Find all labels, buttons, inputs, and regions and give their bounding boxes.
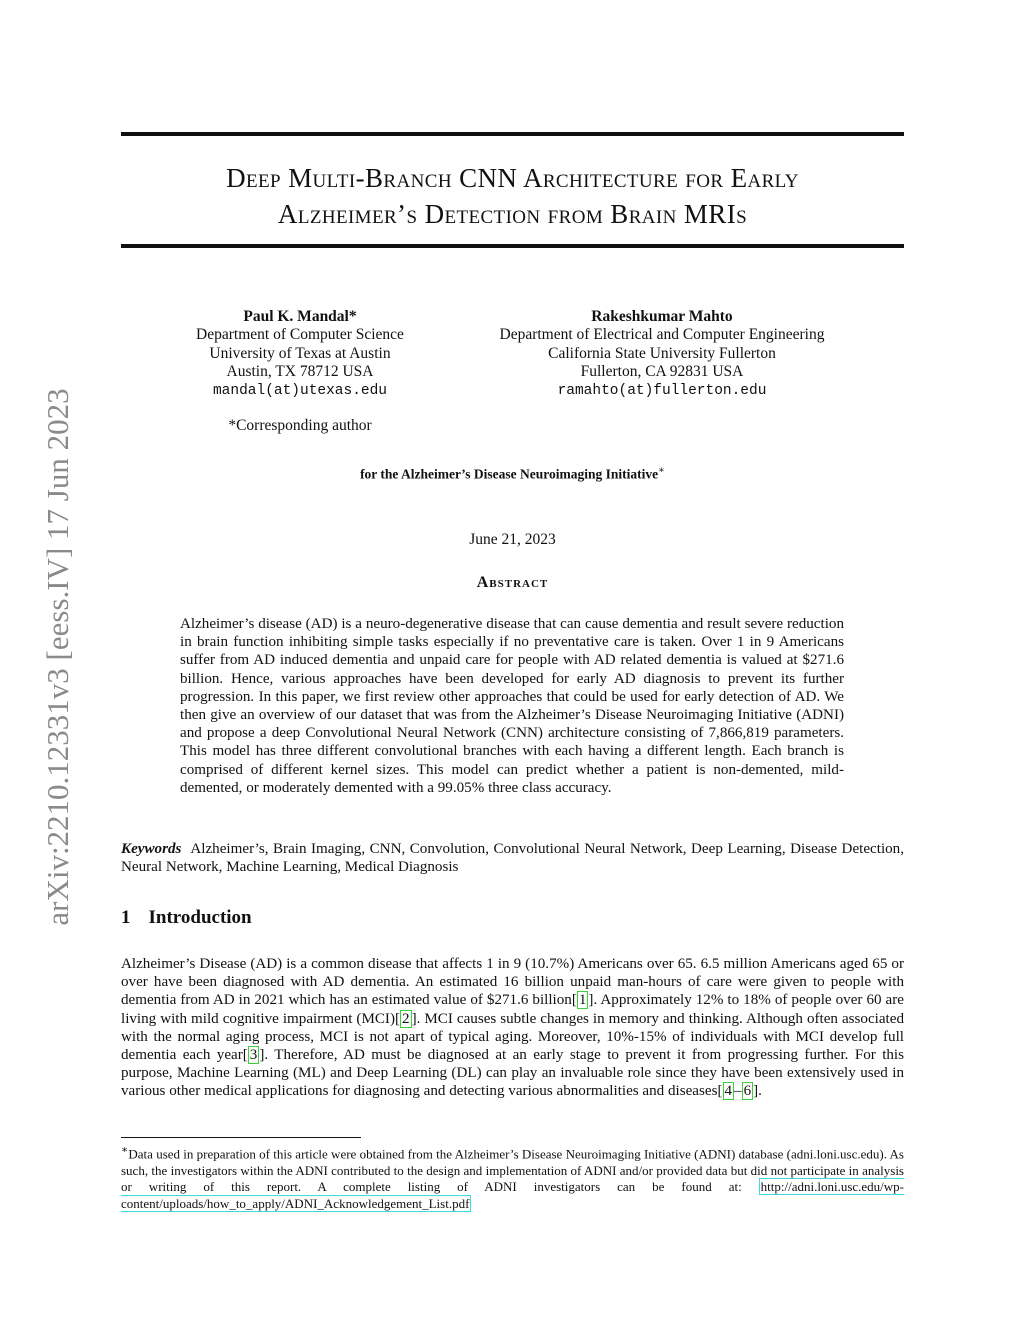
keywords-list: Alzheimer’s, Brain Imaging, CNN, Convolution, Convolutional Neural Network, Deep Learning, Disease Detection, Neural Network, Machine Learning, Medical Diagnosis [121,841,904,876]
author-department: Department of Electrical and Computer Engineering [499,326,825,344]
author-block-2 [462,308,862,400]
abstract-body: Alzheimer’s disease (AD) is a neuro-degenerative disease that can cause dementia and result severe reduction in brain function inhibiting simple tasks especially if no preventative care is taken. Over 1 in 9 Americans suffer from AD induced dementia and unpaid care for people with AD related dementia is valued at $271.6 billion. Hence, various approaches have been developed for early AD diagnosis to prevent its further progression. In this paper, we first review other approaches that could be used for early detection of AD. We then give an overview of our dataset that was from the Alzheimer’s Disease Neuroimaging Initiative (ADNI) and propose a deep Convolutional Neural Network (CNN) architecture consisting of 7,866,819 parameters. This model has three different convolutional branches with each having a different length. Each branch is comprised of different kernel sizes. This model can predict whether a patient is non-demented, mild-demented, or moderately demented with a 99.05% three class accuracy. [180,616,844,796]
intro-text: . Approximately 12% to 18% of people over 60 are living with mild cognitive impairment (MCI) [121,992,904,1027]
citation-link[interactable]: 2 [402,1010,410,1027]
author-name: Paul K. Mandal* [243,308,357,325]
paper-date: June 21, 2023 [469,531,556,548]
author-university: California State University Fullerton [548,344,776,362]
section-title: Introduction [148,907,252,928]
adni-affiliation [121,465,904,483]
footnote-text: Data used in preparation of this article were obtained from the Alzheimer’s Disease Neuroimaging Initiative (ADNI) database (adni.loni.usc.edu). As such, the investigators within the ADNI contributed to the design and implementation of ADNI and/or provided data but did not participate in analysis or writing of this report. A complete listing of ADNI investigators can be found at: [121,1146,904,1195]
title-top-rule [121,132,904,136]
footnote-rule [121,1137,361,1138]
title-bottom-rule [121,244,904,248]
arxiv-sidebar-id: arXiv:2210.12331v3 [eess.IV] 17 Jun 2023 [40,388,75,926]
citation-link[interactable]: 4 [724,1083,733,1100]
intro-text: Alzheimer’s Disease (AD) is a common disease that affects 1 in 9 (10.7%) Americans over 65. 6.5 million Americans aged 65 or over have been diagnosed with AD dementia. An estimated 16 billion unpaid man-hours of care were given to people with dementia from AD in 2021 which has an estimated value of $271.6 billion [121,956,904,1009]
section-heading [121,907,252,929]
author-university: University of Texas at Austin [209,344,391,362]
intro-text: . [758,1083,762,1100]
intro-text: . Therefore, AD must be diagnosed at an early stage to prevent it from progressing further. For this purpose, Machine Learning (ML) and Deep Learning (DL) can play an invaluable role since they have been extensively used in various other medical applications for diagnosing and detecting various abnormalities and diseases [121,1047,905,1100]
adni-text: for the Alzheimer’s Disease Neuroimaging Initiative [360,466,659,482]
footnote [121,1142,904,1212]
footnote-marker[interactable]: ∗ [658,465,665,476]
citation-range-dash: – [734,1083,742,1100]
citation-link[interactable]: 3 [249,1047,258,1064]
author-name: Rakeshkumar Mahto [591,308,733,325]
keywords-label: Keywords [121,841,182,857]
corresponding-author-note: *Corresponding author [228,417,372,434]
footnote-url-link[interactable]: http://adni.loni.usc.edu/wp-content/uploads/how_to_apply/ADNI_Acknowledgement_List.pdf [121,1179,904,1211]
author-email: mandal(at)utexas.edu [212,382,388,399]
footnote-mark: ∗ [121,1144,129,1156]
title-line-2: Alzheimer’s Detection from Brain MRIs [277,199,748,229]
citation-link[interactable]: 6 [743,1083,752,1100]
citation-link[interactable]: 1 [578,992,587,1009]
author-address: Austin, TX 78712 USA [226,363,374,381]
author-address: Fullerton, CA 92831 USA [580,363,744,381]
intro-paragraph: Alzheimer’s Disease (AD) is a common disease that affects 1 in 9 (10.7%) Americans over 65. 6.5 million Americans aged 65 or over have been diagnosed with AD dementia. An estimated 16 billion unpaid man-hours of care were given to people with dementia from AD in 2021 which has an estimated value of $271.6 billion[ 1 ]. Approximately 12% to 18% of people over 60 are living with mild cognitive impairment (MCI)[ 2 ]. MCI causes subtle changes in memory and thinking. Although often associated with the normal aging process, MCI is not apart of typical aging. Moreover, 10%-15% of individuals with MCI develop full dementia each year[ 3 ]. Therefore, AD must be diagnosed at an early stage to prevent it from progressing further. For this purpose, Machine Learning (ML) and Deep Learning (DL) can play an invaluable role since they have been extensively used in various other medical applications for diagnosing and detecting various abnormalities and diseases[ 4 – 6 ]. [121,956,905,1100]
author-email: ramahto(at)fullerton.edu [557,382,767,399]
paper-title [121,160,904,232]
keywords-block [121,840,904,876]
title-line-1: Deep Multi-Branch CNN Architecture for Early [226,163,799,193]
abstract-heading: Abstract [476,574,549,591]
intro-text: . MCI causes subtle changes in memory and thinking. Although often associated with the normal aging process, MCI is not apart of typical aging. Moreover, 10%-15% of individuals with MCI develop full dementia each year [121,1010,904,1064]
section-number: 1 [121,907,131,928]
author-block-1 [150,308,450,400]
author-department: Department of Computer Science [196,326,404,344]
